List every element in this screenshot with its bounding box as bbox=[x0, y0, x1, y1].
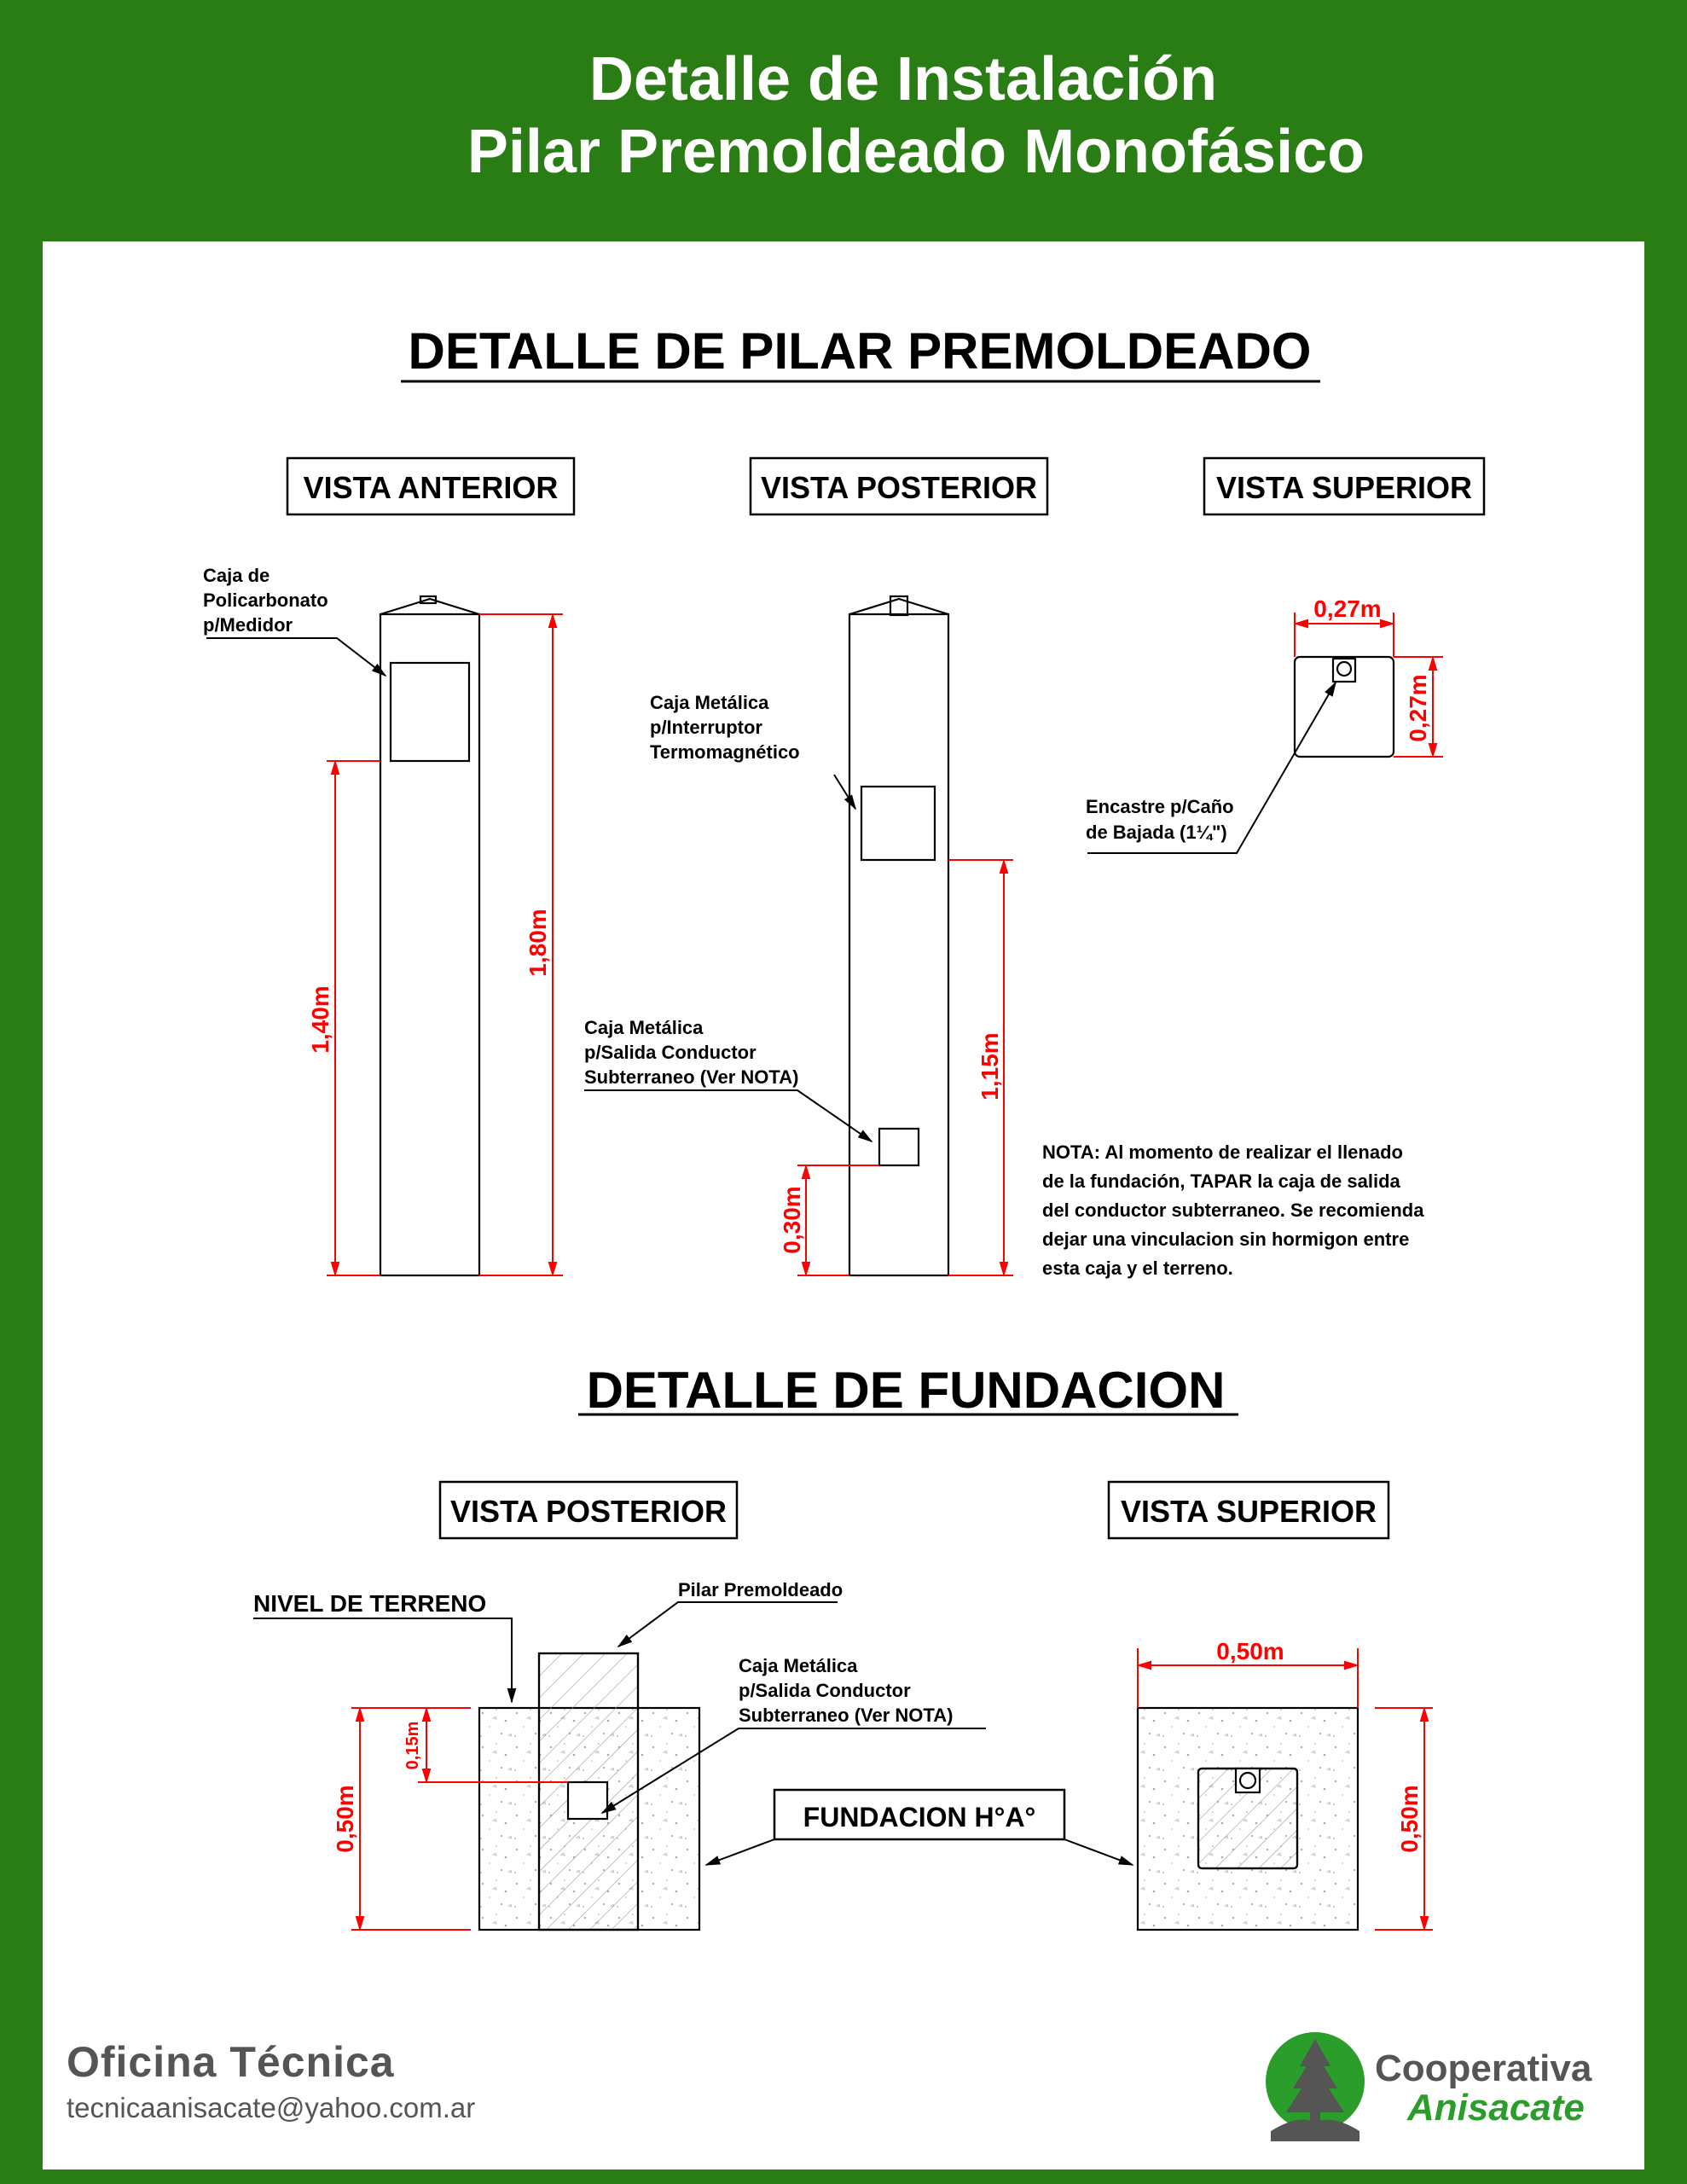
leader-caja-salida bbox=[584, 1090, 872, 1141]
leader-caja-interruptor bbox=[834, 775, 855, 809]
foundation-outlet-box bbox=[568, 1782, 607, 1819]
label-caja-interruptor: Caja Metálica p/Interruptor Termomagnético bbox=[650, 692, 800, 763]
label-nivel-terreno: NIVEL DE TERRENO bbox=[253, 1590, 487, 1617]
dimension-front-1-80-text: 1,80m bbox=[525, 909, 551, 977]
dimension-front-1-40 bbox=[327, 761, 380, 1275]
leader-fundacion-ha-right bbox=[1064, 1839, 1133, 1865]
label-fundacion-ha-text: FUNDACION H°A° bbox=[803, 1802, 1036, 1833]
view-label-superior-text: VISTA SUPERIOR bbox=[1215, 470, 1473, 505]
dimension-top-depth-text: 0,27m bbox=[1405, 674, 1431, 742]
page-title-line2: Pilar Premoldeado Monofásico bbox=[467, 118, 1365, 186]
dimension-top-width-text: 0,27m bbox=[1313, 595, 1382, 622]
dimension-rear-0-30 bbox=[797, 1165, 879, 1275]
dimension-rear-1-15-text: 1,15m bbox=[977, 1032, 1003, 1101]
pillar-top-view bbox=[1295, 657, 1394, 757]
view-label-anterior-text: VISTA ANTERIOR bbox=[303, 470, 559, 505]
pillar-rear-view bbox=[849, 596, 948, 1275]
brand-name-line2: Anisacate bbox=[1407, 2087, 1585, 2129]
label-fundacion-ha bbox=[774, 1790, 1064, 1839]
section-title-pilar: DETALLE DE PILAR PREMOLDEADO bbox=[408, 322, 1312, 380]
foundation-top-view bbox=[1138, 1708, 1358, 1930]
underground-outlet-box bbox=[879, 1129, 919, 1165]
leader-caja-policarbonato bbox=[206, 638, 386, 676]
footer-email[interactable]: tecnicaanisacate@yahoo.com.ar bbox=[67, 2092, 476, 2123]
pillar-front-view bbox=[380, 596, 479, 1275]
section-title-fundacion: DETALLE DE FUNDACION bbox=[586, 1362, 1226, 1419]
dimension-foundation-0-15-text: 0,15m bbox=[403, 1721, 422, 1770]
dimension-foundation-height-text: 0,50m bbox=[332, 1785, 358, 1853]
breaker-box bbox=[861, 787, 935, 860]
label-pilar-premoldeado: Pilar Premoldeado bbox=[678, 1579, 844, 1600]
label-fundacion-caja-salida: Caja Metálica p/Salida Conductor Subterraneo (Ver NOTA) bbox=[739, 1655, 954, 1726]
leader-pilar-premoldeado bbox=[618, 1602, 838, 1647]
note-text: NOTA: Al momento de realizar el llenado de la fundación, TAPAR la caja de salida del conductor subterraneo. Se recomienda dejar una vinculacion sin hormigon entre esta caja y el terreno. bbox=[1042, 1141, 1424, 1279]
view-label-fundacion-superior bbox=[1109, 1482, 1388, 1538]
label-caja-salida: Caja Metálica p/Salida Conductor Subterraneo (Ver NOTA) bbox=[584, 1017, 799, 1088]
label-caja-policarbonato: Caja de Policarbonato p/Medidor bbox=[203, 565, 328, 636]
dimension-front-1-40-text: 1,40m bbox=[307, 985, 333, 1054]
dimension-foundation-top-depth-text: 0,50m bbox=[1396, 1785, 1423, 1853]
leader-nivel-terreno bbox=[253, 1618, 512, 1702]
dimension-rear-0-30-text: 0,30m bbox=[779, 1186, 805, 1254]
view-label-posterior-text: VISTA POSTERIOR bbox=[760, 470, 1038, 505]
brand-name-line1: Cooperativa bbox=[1375, 2048, 1592, 2089]
view-label-superior bbox=[1204, 458, 1484, 514]
view-label-anterior bbox=[287, 458, 574, 514]
label-encastre: Encastre p/Caño de Bajada (1¼") bbox=[1086, 796, 1234, 843]
leader-fundacion-ha-left bbox=[706, 1839, 774, 1865]
pine-tree-logo-icon bbox=[1264, 2030, 1366, 2141]
view-label-fundacion-superior-text: VISTA SUPERIOR bbox=[1120, 1494, 1377, 1529]
view-label-posterior bbox=[751, 458, 1047, 514]
footer-office: Oficina Técnica bbox=[67, 2038, 395, 2086]
view-label-fundacion-posterior-text: VISTA POSTERIOR bbox=[449, 1494, 728, 1529]
dimension-foundation-top-width-text: 0,50m bbox=[1216, 1638, 1284, 1664]
meter-box bbox=[391, 663, 469, 761]
page-title-line1: Detalle de Instalación bbox=[588, 45, 1218, 113]
view-label-fundacion-posterior bbox=[440, 1482, 737, 1538]
